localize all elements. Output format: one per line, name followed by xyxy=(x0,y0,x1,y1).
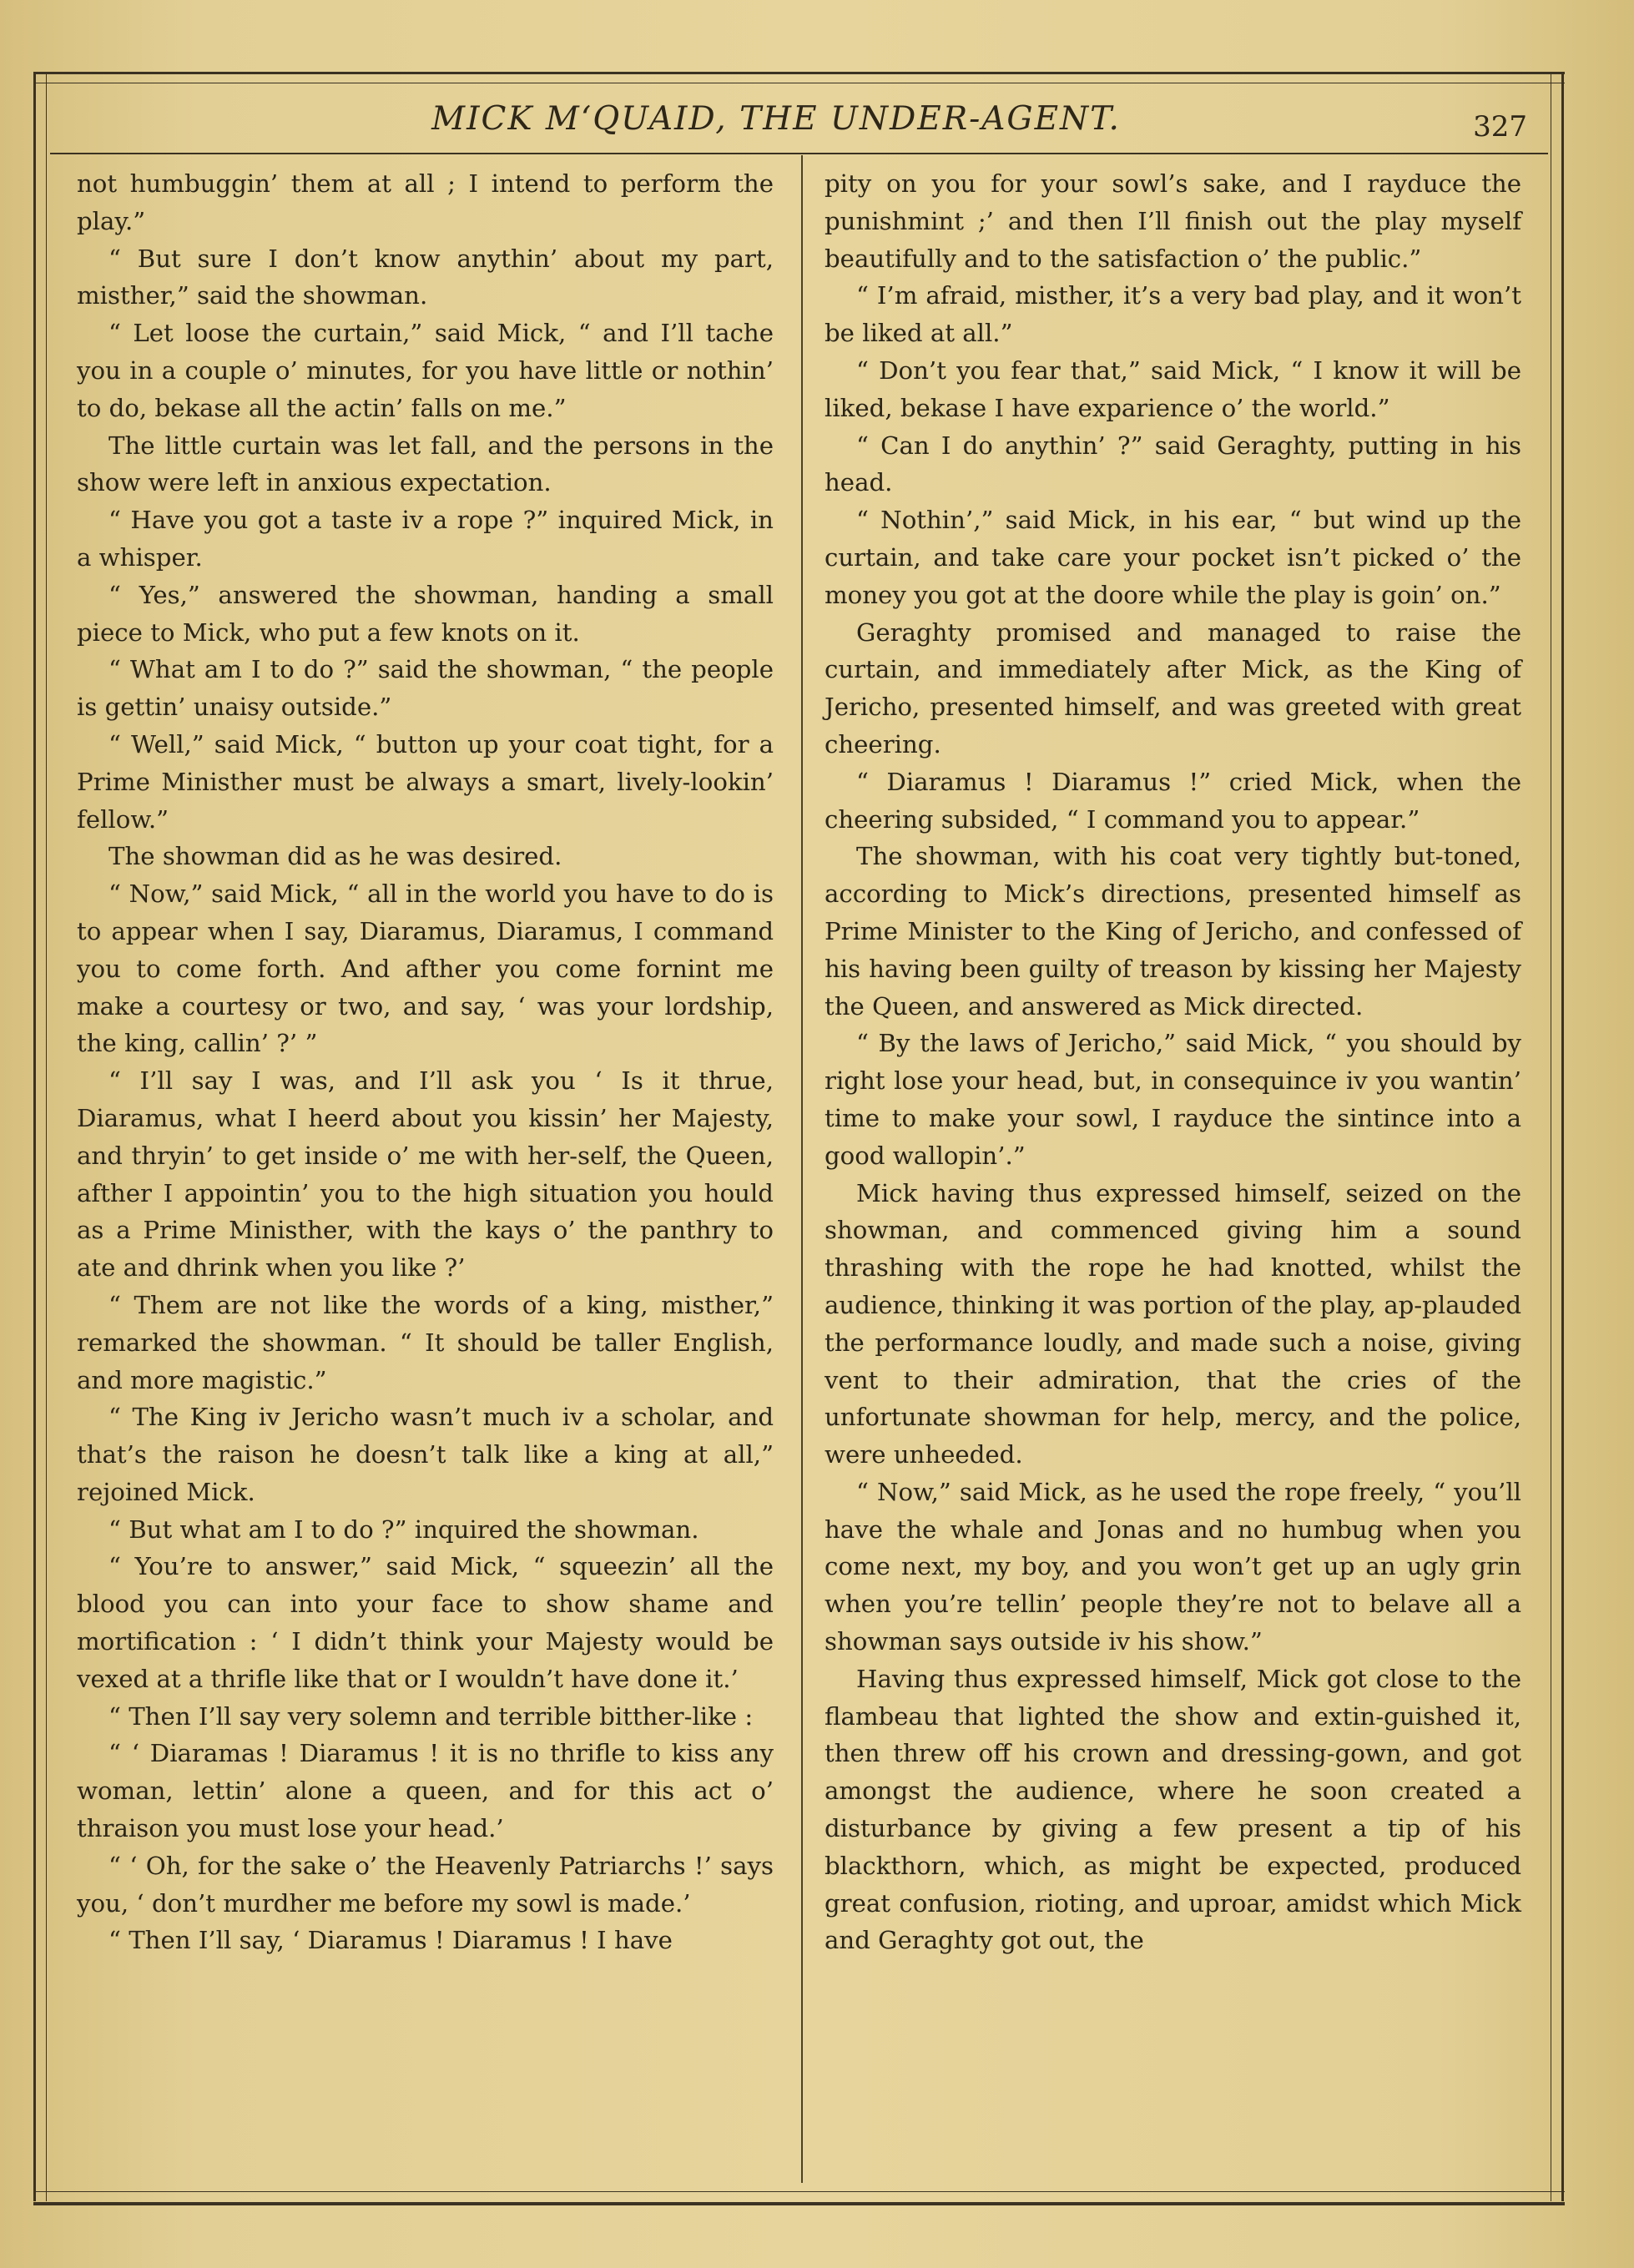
left-column xyxy=(77,165,774,1959)
paragraph: “ Let loose the curtain,” said Mick, “ and I’ll tache you in a couple o’ minutes, for you have little or nothin’ to do, bekase all the actin’ falls on me.” xyxy=(77,319,774,422)
paragraph: “ By the laws of Jericho,” said Mick, “ you should by right lose your head, but, in consequince iv you wantin’ time to make your sowl, I rayduce the sintince into a good wallopin’.” xyxy=(825,1029,1521,1170)
paragraph: “ Now,” said Mick, as he used the rope freely, “ you’ll have the whale and Jonas and no humbug when you come next, my boy, and you won’t get up an ugly grin when you’re tellin’ people they’re not to belave all a showman says outside iv his show.” xyxy=(825,1477,1521,1656)
paragraph: not humbuggin’ them at all ; I intend to perform the play.” xyxy=(77,169,774,235)
paragraph: pity on you for your sowl’s sake, and I rayduce the punishmint ;’ and then I’ll finish out the play myself beautifully and to the satisfaction o’ the public.” xyxy=(825,169,1521,273)
paragraph: “ But what am I to do ?” inquired the showman. xyxy=(108,1515,699,1544)
paragraph: The showman did as he was desired. xyxy=(108,842,562,871)
paragraph: The little curtain was let fall, and the persons in the show were left in anxious expectation. xyxy=(77,431,774,497)
paragraph: The showman, with his coat very tightly but-toned, according to Mick’s directions, presented himself as Prime Minister to the King of Jericho, and confessed of his having been guilty of treason by kissing her Majesty the Queen, and answered as Mick directed. xyxy=(825,842,1521,1021)
paragraph: “ Don’t you fear that,” said Mick, “ I know it will be liked, bekase I have exparience o’ the world.” xyxy=(825,355,1521,422)
paragraph: “ Now,” said Mick, “ all in the world you have to do is to appear when I say, Diaramus, Diaramus, I command you to come forth. And afther you come fornint me make a courtesy or two, and say, ‘ was your lordship, the king, callin’ ?’ ” xyxy=(77,879,774,1058)
page-number: 327 xyxy=(1473,110,1527,144)
paragraph: “ Well,” said Mick, “ button up your coat tight, for a Prime Ministher must be always a smart, lively-lookin’ fellow.” xyxy=(77,729,774,834)
paragraph: “ ‘ Diaramas ! Diaramus ! it is no thrifle to kiss any woman, lettin’ alone a queen, and for this act o’ thraison you must lose your head.’ xyxy=(77,1739,774,1843)
top-border-rule xyxy=(33,72,1565,83)
bottom-border-rule xyxy=(33,2191,1565,2205)
paragraph: Having thus expressed himself, Mick got close to the flambeau that lighted the show and extin-guished it, then threw off his crown and dressing-gown, and got amongst the audience, where he soon created a disturbance by giving a few present a tip of his blackthorn, which, as might be expected, produced great confusion, rioting, and uproar, amidst which Mick and Geraghty got out, the xyxy=(825,1664,1521,1955)
paragraph: “ I’ll say I was, and I’ll ask you ‘ Is it thrue, Diaramus, what I heerd about you kissin’ her Majesty, and thryin’ to get inside o’ me with her-self, the Queen, afther I appointin’ you to the high situation you hould as a Prime Ministher, with the kays o’ the panthry to ate and dhrink when you like ?’ xyxy=(77,1066,774,1283)
paragraph: “ What am I to do ?” said the showman, “ the people is gettin’ unaisy outside.” xyxy=(77,655,774,722)
paragraph: “ Then I’ll say, ‘ Diaramus ! Diaramus ! I have xyxy=(108,1926,673,1955)
header-rule xyxy=(50,153,1548,154)
paragraph: Mick having thus expressed himself, seized on the showman, and commenced giving him a sound thrashing with the rope he had knotted, whilst the audience, thinking it was portion of the play, ap-plauded the performance loudly, and made such a noise, giving vent to their admiration, that the cries of the unfortunate showman for help, mercy, and the police, were unheeded. xyxy=(825,1178,1521,1469)
right-border-rule xyxy=(1551,72,1564,2201)
paragraph: “ ‘ Oh, for the sake o’ the Heavenly Patriarchs !’ says you, ‘ don’t murdher me before my sowl is made.’ xyxy=(77,1851,774,1918)
paragraph: “ Yes,” answered the showman, handing a small piece to Mick, who put a few knots on it. xyxy=(77,580,774,647)
running-title: MICK M‘QUAID, THE UNDER-AGENT. xyxy=(431,100,1121,138)
paragraph: “ Then I’ll say very solemn and terrible bitther-like : xyxy=(108,1701,754,1731)
paragraph: “ Them are not like the words of a king, misther,” remarked the showman. “ It should be taller English, and more magistic.” xyxy=(77,1290,774,1394)
paragraph: “ The King iv Jericho wasn’t much iv a scholar, and that’s the raison he doesn’t talk like a king at all,” rejoined Mick. xyxy=(77,1403,774,1506)
paragraph: “ You’re to answer,” said Mick, “ squeezin’ all the blood you can into your face to show shame and mortification : ‘ I didn’t think your Majesty would be vexed at a thrifle like that or I wouldn’t have done it.’ xyxy=(77,1552,774,1693)
paragraph: “ But sure I don’t know anythin’ about my part, misther,” said the showman. xyxy=(77,244,774,310)
paragraph: “ Can I do anythin’ ?” said Geraghty, putting in his head. xyxy=(825,431,1521,497)
left-border-rule xyxy=(33,72,47,2201)
paragraph: “ Have you got a taste iv a rope ?” inquired Mick, in a whisper. xyxy=(77,506,774,572)
paragraph: “ Diaramus ! Diaramus !” cried Mick, when the cheering subsided, “ I command you to appear.” xyxy=(825,767,1521,834)
column-divider xyxy=(801,155,803,2183)
paragraph: “ Nothin’,” said Mick, in his ear, “ but wind up the curtain, and take care your pocket isn’t picked o’ the money you got at the doore while the play is goin’ on.” xyxy=(825,506,1521,609)
paragraph: “ I’m afraid, misther, it’s a very bad play, and it won’t be liked at all.” xyxy=(825,281,1521,348)
right-column xyxy=(825,165,1521,1959)
paragraph: Geraghty promised and managed to raise the curtain, and immediately after Mick, as the King of Jericho, presented himself, and was greeted with great cheering. xyxy=(825,617,1521,759)
